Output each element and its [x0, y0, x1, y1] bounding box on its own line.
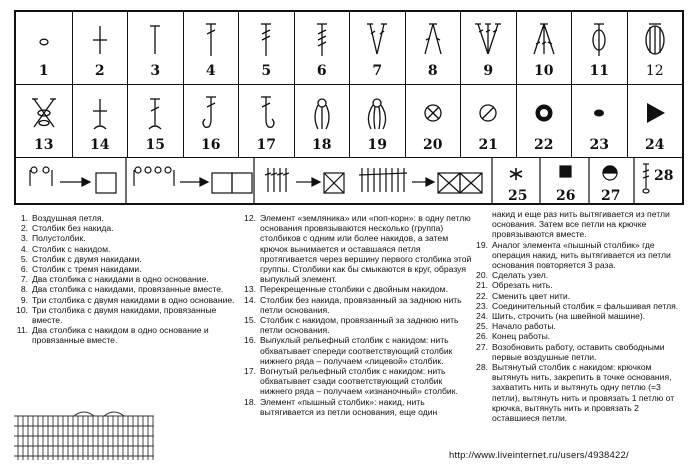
- legend-number: [474, 209, 492, 240]
- symbol-number: 3: [150, 63, 161, 79]
- stitch-symbol-icon: [239, 93, 294, 131]
- stitch-symbol-icon: [184, 93, 239, 131]
- legend-item: [14, 233, 239, 243]
- legend-number: 9.: [20, 294, 28, 305]
- symbol-number: 7: [372, 63, 383, 79]
- symbol-number: 26: [556, 188, 576, 204]
- legend-item: [14, 325, 239, 345]
- legend-number: 8.: [20, 284, 28, 295]
- symbol-cell: [183, 12, 239, 84]
- stitch-symbol-icon: [406, 20, 461, 58]
- legend-number: 12.: [244, 213, 256, 223]
- legend-item: [14, 213, 239, 223]
- legend-text: Столбик без накида.: [32, 223, 114, 234]
- legend-number: 24.: [476, 311, 488, 322]
- legend-item: [242, 366, 474, 397]
- symbol-number: 15: [145, 137, 165, 153]
- legend-text: Шить, строчить (на швейной машине).: [492, 311, 646, 322]
- symbol-cell: [16, 85, 72, 158]
- legend-text: Выпуклый рельефный столбик с накидом: нить обхватывает спереди соответствующий столбик нижнего ряда – получаем «лицевой» столбик.: [260, 335, 453, 366]
- legend-text: Возобновить работу, оставить свободными первые воздушные петли.: [492, 341, 665, 362]
- symbol-row-1: [16, 12, 682, 84]
- legend-number: 4.: [20, 243, 28, 254]
- symbol-cell: [72, 12, 128, 84]
- stitch-symbol-icon: [461, 93, 516, 131]
- symbol-number: 16: [201, 137, 221, 153]
- legend-item: [474, 331, 686, 341]
- legend-item: [474, 301, 686, 311]
- legend-column-3: [474, 209, 686, 423]
- legend-number: 19.: [476, 239, 488, 250]
- stitch-symbol-icon: [73, 93, 128, 131]
- legend-text: Два столбика с накидом в одно основание и провязанные вместе.: [32, 325, 209, 346]
- legend-number: 3.: [20, 233, 28, 244]
- symbol-cell: [294, 12, 350, 84]
- legend-number: 5.: [20, 253, 28, 264]
- symbol-number: 4: [205, 63, 216, 79]
- symbol-cell: [349, 12, 405, 84]
- symbol-cell: [127, 12, 183, 84]
- legend-text: Сменить цвет нити.: [492, 290, 571, 301]
- legend-text: Перекрещенные столбики с двойным накидом.: [260, 284, 448, 295]
- symbol-cell: [571, 12, 627, 84]
- legend-item: [474, 270, 686, 280]
- symbol-cell: [405, 85, 461, 158]
- symbol-number: 14: [90, 137, 110, 153]
- legend-number: 25.: [476, 321, 488, 332]
- symbol-number: 5: [261, 63, 272, 79]
- legend-text: Воздушная петля.: [32, 213, 104, 223]
- symbol-cell: [460, 12, 516, 84]
- stitch-symbol-icon: [295, 93, 350, 131]
- pattern-diagram: [14, 410, 159, 464]
- legend-number: 27.: [476, 341, 488, 352]
- legend-item: [14, 305, 239, 325]
- legend-number: 6.: [20, 264, 28, 275]
- legend-text: Элемент «пышный столбик»: накид, нить вытягивается из петли основания, еще один: [260, 396, 438, 417]
- legend-item: [14, 244, 239, 254]
- symbol-number: 6: [316, 63, 327, 79]
- stitch-symbol-icon: [517, 93, 572, 131]
- legend-number: 10.: [16, 304, 28, 315]
- legend-text: Два столбика с накидами, провязанные вместе.: [32, 284, 224, 295]
- symbol-row-2: [16, 84, 682, 158]
- legend-item: [14, 284, 239, 294]
- symbol-number: 23: [589, 137, 609, 153]
- symbol-row-3: [16, 157, 682, 204]
- legend-item: [474, 209, 686, 240]
- legend-item: [242, 335, 474, 366]
- symbol-cell: [72, 85, 128, 158]
- legend-text: Аналог элемента «пышный столбик» где операция накид, нить вытягивается из петли основания повторяется 3 раза.: [492, 239, 671, 271]
- legend-item: [14, 264, 239, 274]
- symbol-number: 2: [94, 63, 105, 79]
- legend-text: Три столбика с двумя накидами, провязанные вместе.: [32, 304, 217, 326]
- legend-item: [14, 274, 239, 284]
- legend-text: Столбик с тремя накидами.: [32, 264, 142, 275]
- legend-text: Элемент «земляника» или «поп-корн»: в одну петлю основания провязываются несколько (группа) столбиков с одним или более накидов, а затем крючок вынимается и оставшаяся петля протягивается через вершину первого столбика этой группы. Столбики как бы смыкаются в круг, образуя выпуклый элемент.: [260, 213, 472, 285]
- symbol-number: 1: [38, 63, 49, 79]
- legend-text: Полустолбик.: [32, 233, 86, 244]
- symbol-cell: [516, 85, 572, 158]
- symbol-number: 8: [427, 63, 438, 79]
- symbol-cell: [238, 12, 294, 84]
- stitch-symbol-icon: [128, 20, 183, 58]
- legend-text: Вогнутый рельефный столбик с накидом: нить обхватывает сзади соответствующий столбик нижнего ряда – получаем «изнаночный» столбик.: [260, 366, 458, 397]
- legend-text: Три столбика с двумя накидами в одно основание.: [32, 294, 235, 305]
- legend-number: 21.: [476, 280, 488, 291]
- stitch-symbol-icon: [461, 20, 516, 58]
- legend-item: [474, 321, 686, 331]
- symbol-cell: [16, 12, 72, 84]
- symbol-cell: [627, 12, 683, 84]
- symbol-number: 25: [508, 188, 528, 204]
- legend-item: [474, 291, 686, 301]
- stitch-symbol-icon: [517, 20, 572, 58]
- stitch-symbol-icon: [350, 20, 405, 58]
- legend-item: [242, 315, 474, 335]
- legend-number: 14.: [244, 294, 256, 305]
- source-url: http://www.liveinternet.ru/users/4938422/: [449, 450, 629, 461]
- legend-number: 13.: [244, 284, 256, 295]
- symbol-cell: [183, 85, 239, 158]
- legend-text: Два столбика с накидами в одно основание.: [32, 274, 209, 285]
- symbol-cell: [516, 12, 572, 84]
- symbol-number: 22: [534, 137, 554, 153]
- legend-item: [14, 223, 239, 233]
- legend-item: [242, 284, 474, 294]
- symbol-cell: [571, 85, 627, 158]
- legend-number: 7.: [20, 274, 28, 285]
- symbol-number: 11: [589, 63, 609, 79]
- legend-text: Конец работы.: [492, 331, 551, 342]
- symbol-number: 10: [534, 63, 554, 79]
- legend-item: [474, 311, 686, 321]
- elongated-stitch-icon: [643, 164, 649, 193]
- stitch-symbol-icon: [572, 20, 627, 58]
- legend-number: 16.: [244, 335, 256, 346]
- stitch-symbol-icon: [184, 20, 239, 58]
- stitch-symbol-icon: [572, 93, 627, 131]
- symbol-number: 20: [423, 137, 443, 153]
- legend-item: [474, 362, 686, 423]
- stitch-symbol-icon: [350, 93, 405, 131]
- legend-number: 17.: [244, 366, 256, 377]
- symbol-cell: [127, 85, 183, 158]
- legend-column-2: [242, 213, 474, 417]
- symbol-row-3-drawing: [16, 158, 682, 204]
- legend-number: 28.: [476, 362, 488, 373]
- symbol-number: 13: [34, 137, 54, 153]
- symbol-number: 28: [654, 168, 674, 184]
- chain-icon: [30, 167, 52, 186]
- symbol-table: [14, 10, 684, 205]
- legend-item: [14, 254, 239, 264]
- legend-text: Начало работы.: [492, 321, 556, 332]
- legend-number: 2.: [20, 223, 28, 234]
- symbol-cell: [405, 12, 461, 84]
- symbol-number: 21: [478, 137, 498, 153]
- stitch-symbol-icon: [295, 20, 350, 58]
- stitch-symbol-icon: [628, 93, 683, 131]
- legend-text: Столбик с накидом.: [32, 243, 111, 254]
- symbol-number: 19: [367, 137, 387, 153]
- stitch-symbol-icon: [73, 20, 128, 58]
- legend-text: Соединительный столбик = фальшивая петля.: [492, 300, 679, 311]
- symbol-number: 9: [483, 63, 494, 79]
- symbol-cell: [294, 85, 350, 158]
- legend-item: [14, 295, 239, 305]
- legend-column-1: [14, 213, 239, 346]
- legend-item: [474, 280, 686, 290]
- asterisk-icon: [510, 168, 522, 180]
- legend-item: [242, 397, 474, 417]
- legend-text: Столбик с двумя накидами.: [32, 253, 142, 264]
- legend-item: [474, 240, 686, 271]
- legend-text: Столбик с накидом, провязанный за заднюю нить петли основания.: [260, 315, 459, 336]
- legend-number: 20.: [476, 270, 488, 281]
- symbol-number: 27: [601, 188, 621, 204]
- legend-number: 11.: [16, 325, 28, 336]
- stitch-symbol-icon: [406, 93, 461, 131]
- legend-number: 1.: [20, 213, 28, 223]
- legend-number: 23.: [476, 300, 488, 311]
- legend-text: Обрезать нить.: [492, 280, 553, 291]
- symbol-number: 18: [312, 137, 332, 153]
- symbol-number: 17: [256, 137, 276, 153]
- stitch-symbol-icon: [128, 93, 183, 131]
- stitch-symbol-icon: [628, 20, 683, 58]
- legend-number: 15.: [244, 315, 256, 326]
- legend-item: [242, 213, 474, 284]
- symbol-cell: [460, 85, 516, 158]
- legend-text: Вытянутый столбик с накидом: крючком вытянуть нить, закрепить в точке основания, захватить нить и вытянуть одну петлю (=3 петли), вытянуть нить и провязать 1 петлю от крючка, вытянуть нить и провязать 2 оставшиеся петли.: [492, 362, 675, 424]
- legend-item: [474, 342, 686, 362]
- filled-square-icon: [560, 166, 571, 177]
- legend-number: 18.: [244, 396, 256, 407]
- legend-text: накид и еще раз нить вытягивается из петли основания. Затем все петли на крючке провязываются вместе.: [492, 209, 670, 240]
- stitch-symbol-icon: [16, 93, 72, 131]
- stitch-symbol-icon: [239, 20, 294, 58]
- symbol-cell: [238, 85, 294, 158]
- legend-item: [242, 295, 474, 315]
- stitch-symbol-icon: [16, 20, 72, 58]
- symbol-cell: [349, 85, 405, 158]
- symbol-number: 12: [645, 63, 664, 79]
- legend-number: 22.: [476, 290, 488, 301]
- legend-text: Столбик без накида, провязанный за заднюю нить петли основания.: [260, 294, 462, 315]
- symbol-number: 24: [645, 137, 665, 153]
- legend-text: Сделать узел.: [492, 270, 549, 281]
- symbol-cell: [627, 85, 683, 158]
- legend-number: 26.: [476, 331, 488, 342]
